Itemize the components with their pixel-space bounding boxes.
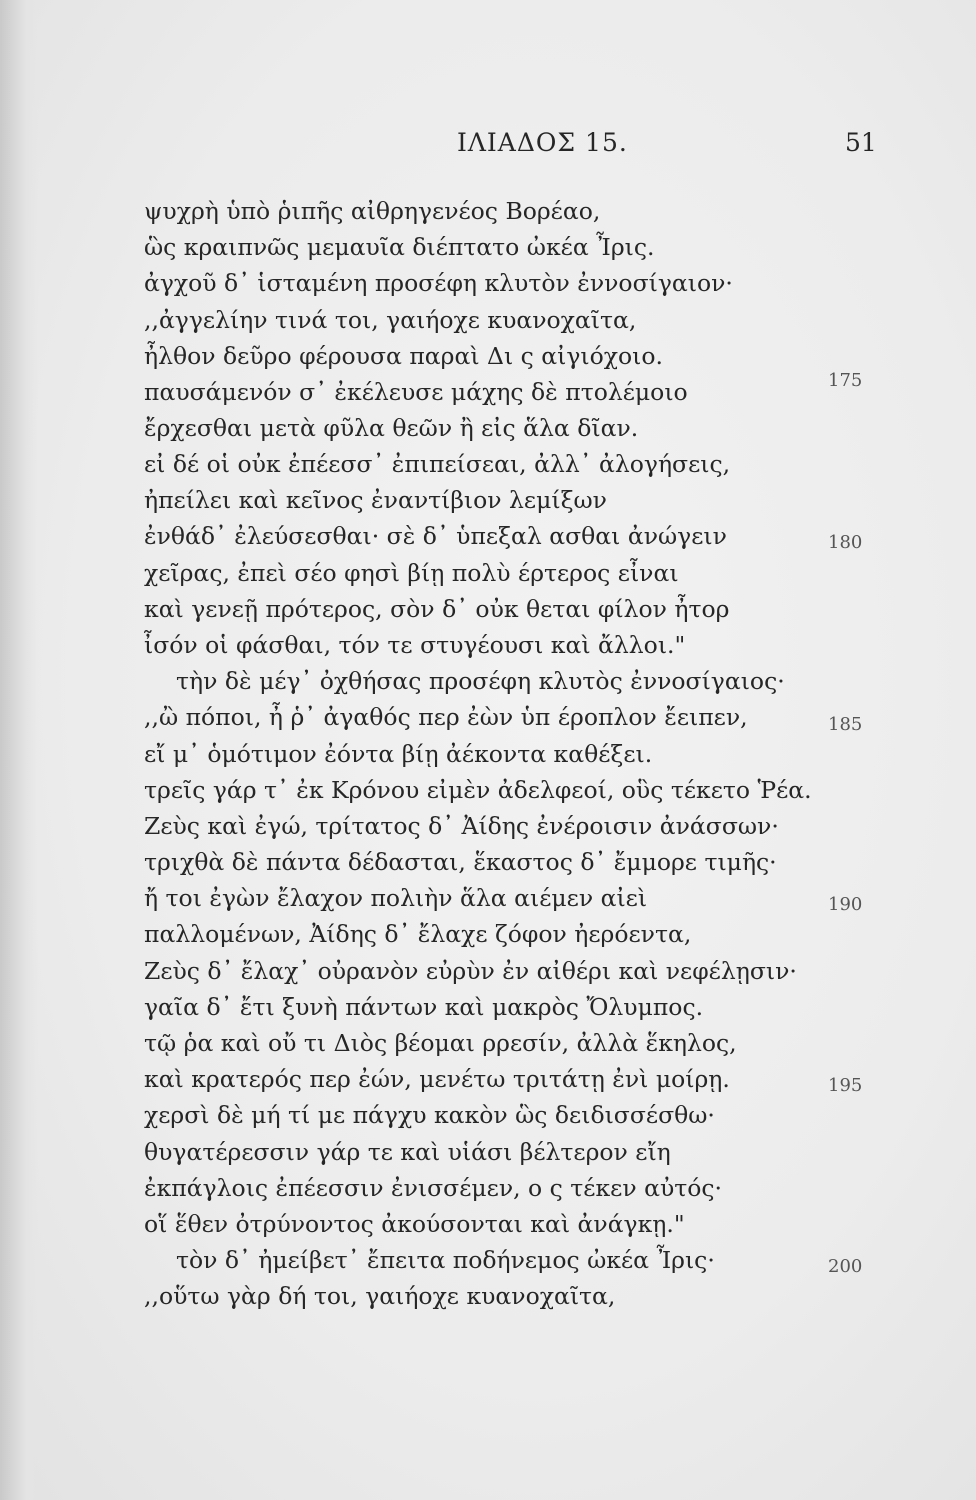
verse-line: ἐνθάδ᾿ ἐλεύσεσθαι· σὲ δ᾿ ὑπεξαλ ασθαι ἀνώγειν (144, 522, 727, 550)
verse-line: χεῖρας, ἐπεὶ σέο φησὶ βίῃ πολὺ έρτερος εἶναι (144, 559, 679, 587)
verse-line: Ζεὺς δ᾿ ἔλαχ᾿ οὐρανὸν εὐρὺν ἐν αἰθέρι καὶ νεφέλῃσιν· (144, 957, 797, 985)
verse-line: τὴν δὲ μέγ᾿ ὀχθήσας προσέφη κλυτὸς ἐννοσίγαιος· (176, 667, 785, 695)
verse-line: παυσάμενόν σ᾿ ἐκέλευσε μάχης δὲ πτολέμοιο (144, 378, 688, 406)
verse-line: ἠπείλει καὶ κεῖνος ἐναντίβιον λεμίξων (144, 486, 607, 514)
verse-line: ἤ τοι ἐγὼν ἔλαχον πολιὴν ἅλα αιέμεν αἰεὶ (144, 884, 648, 912)
verse-line: τρεῖς γάρ τ᾿ ἐκ Κρόνου εἰμὲν ἀδελφεοί, οὓς τέκετο Ῥέα. (144, 776, 812, 804)
verse-line: καὶ γενεῇ πρότερος, σὸν δ᾿ οὐκ θεται φίλον ἦτορ (144, 595, 730, 623)
line-number: 185 (828, 714, 863, 735)
verse-line: ἶσόν οἱ φάσθαι, τόν τε στυγέουσι καὶ ἄλλοι." (144, 631, 686, 659)
verse-line: εἴ μ᾿ ὁμότιμον ἐόντα βίῃ ἀέκοντα καθέξει. (144, 740, 653, 768)
verse-line: ἔρχεσθαι μετὰ φῦλα θεῶν ἢ εἰς ἅλα δῖαν. (144, 414, 639, 442)
verse-line: χερσὶ δὲ μή τί με πάγχυ κακὸν ὣς δειδισσέσθω· (144, 1101, 715, 1129)
verse-line: ,,ἀγγελίην τινά τοι, γαιήοχε κυανοχαῖτα, (144, 306, 637, 334)
page-number: 51 (845, 128, 877, 157)
verse-line: οἵ ἕθεν ὀτρύνοντος ἀκούσονται καὶ ἀνάγκῃ." (144, 1210, 685, 1238)
verse-line: ,,οὕτω γὰρ δή τοι, γαιήοχε κυανοχαῖτα, (144, 1282, 616, 1310)
line-number: 195 (828, 1075, 863, 1096)
page-gutter-shadow (0, 0, 38, 1500)
verse-line: τῷ ῥα καὶ οὔ τι Διὸς βέομαι ρρεσίν, ἀλλὰ ἕκηλος, (144, 1029, 737, 1057)
verse-line: τριχθὰ δὲ πάντα δέδασται, ἕκαστος δ᾿ ἔμμορε τιμῆς· (144, 848, 777, 876)
line-number: 200 (828, 1256, 863, 1277)
verse-line: ,,ὢ πόποι, ἦ ῥ᾿ ἀγαθός περ ἐὼν ὑπ έροπλον ἔειπεν, (144, 703, 748, 731)
verse-line: καὶ κρατερός περ ἐών, μενέτω τριτάτῃ ἐνὶ μοίρῃ. (144, 1065, 730, 1093)
verse-line: ἀγχοῦ δ᾿ ἱσταμένη προσέφη κλυτὸν ἐννοσίγαιον· (144, 269, 733, 297)
verse-line: ψυχρὴ ὑπὸ ῥιπῆς αἰθρηγενέος Βορέαο, (144, 197, 601, 225)
verse-line: γαῖα δ᾿ ἔτι ξυνὴ πάντων καὶ μακρὸς Ὄλυμπος. (144, 993, 704, 1021)
verse-line: ὣς κραιπνῶς μεμαυῖα διέπτατο ὠκέα Ἶρις. (144, 233, 655, 261)
running-title: ΙΛΙΑΔΟΣ 15. (457, 128, 628, 157)
verse-line: τὸν δ᾿ ἠμείβετ᾿ ἔπειτα ποδήνεμος ὠκέα Ἶρις· (176, 1246, 715, 1274)
line-number: 180 (828, 532, 863, 553)
verse-line: ἦλθον δεῦρο φέρουσα παραὶ Δι ς αἰγιόχοιο. (144, 342, 664, 370)
verse-line: Ζεὺς καὶ ἐγώ, τρίτατος δ᾿ Ἀίδης ἐνέροισιν ἀνάσσων· (144, 812, 779, 840)
line-number: 190 (828, 894, 863, 915)
verse-line: παλλομένων, Ἀίδης δ᾿ ἔλαχε ζόφον ἠερόεντα, (144, 920, 692, 948)
verse-line: εἰ δέ οἱ οὐκ ἐπέεσσ᾿ ἐπιπείσεαι, ἀλλ᾿ ἀλογήσεις, (144, 450, 731, 478)
line-number: 175 (828, 370, 863, 391)
verse-line: ἐκπάγλοις ἐπέεσσιν ἐνισσέμεν, ο ς τέκεν αὐτός· (144, 1174, 723, 1202)
verse-line: θυγατέρεσσιν γάρ τε καὶ υἱάσι βέλτερον εἴη (144, 1138, 671, 1166)
